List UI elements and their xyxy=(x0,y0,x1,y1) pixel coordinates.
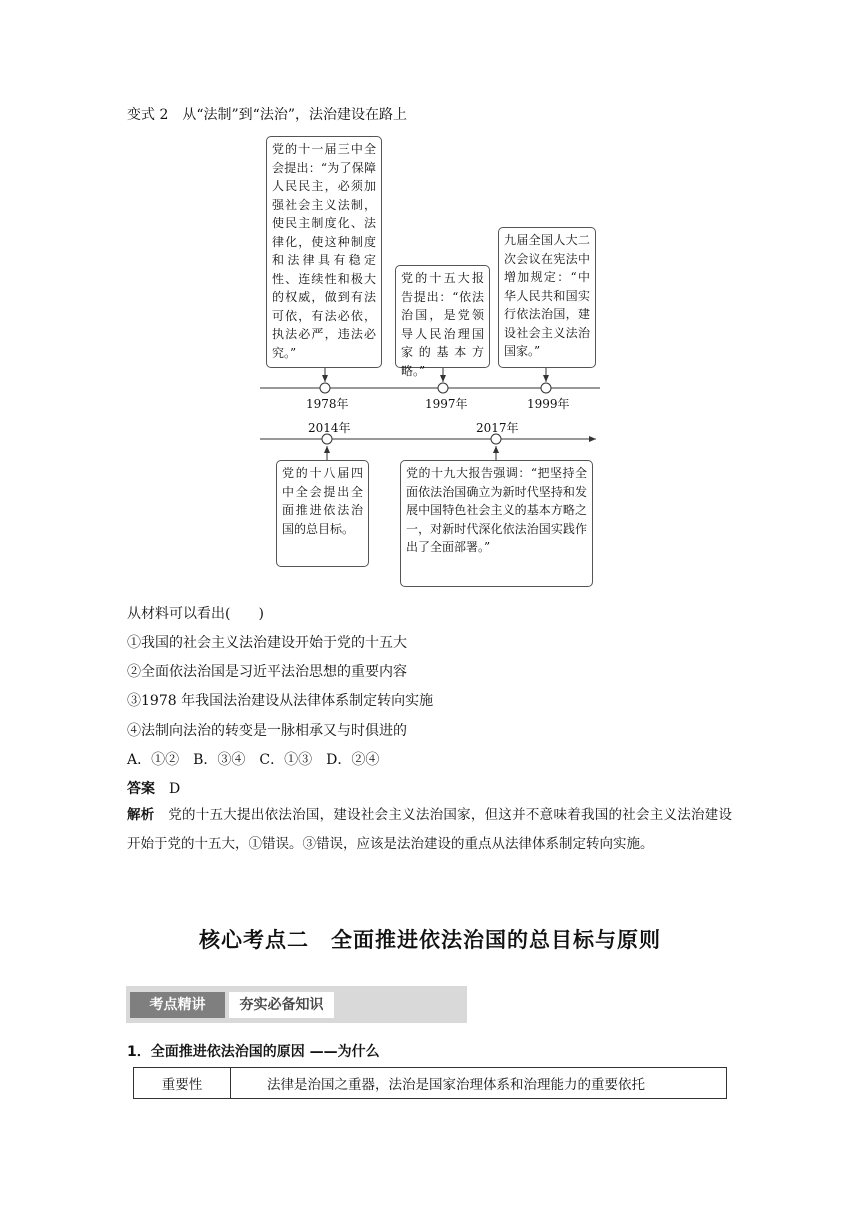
point1-heading: 1．全面推进依法治国的原因 ——为什么 xyxy=(127,1044,380,1060)
timeline-axes xyxy=(0,0,860,600)
year-1997: 1997年 xyxy=(425,397,468,411)
option-2: ②全面依法治国是习近平法治思想的重要内容 xyxy=(127,664,407,680)
table-row xyxy=(134,1068,727,1099)
analysis-paragraph xyxy=(127,801,732,859)
timeline-box-1978: 党的十一届三中全会提出：“为了保障人民民主，必须加强社会主义法制，使民主制度化、法律化，使这种制度和法律具有稳定性、连续性和极大的权威，做到有法可依，有法必依，执法必严，违法必究。” xyxy=(266,136,382,368)
year-2017: 2017年 xyxy=(476,421,519,435)
year-1978: 1978年 xyxy=(306,397,349,411)
section-title: 核心考点二 全面推进依法治国的总目标与原则 xyxy=(199,928,661,952)
table-row-label: 重要性 xyxy=(134,1068,231,1099)
table-row-content: 法律是治国之重器，法治是国家治理体系和治理能力的重要依托 xyxy=(231,1068,727,1099)
timeline-box-1999: 九届全国人大二次会议在宪法中增加规定：“中华人民共和国实行依法治国，建设社会主义法治国家。” xyxy=(498,227,596,368)
question-stem: 从材料可以看出( ) xyxy=(127,606,264,622)
answer-value: D xyxy=(169,781,181,797)
variant-title: 变式 2 从“法制”到“法治”，法治建设在路上 xyxy=(127,107,407,123)
reasons-table xyxy=(133,1067,727,1099)
answer-line xyxy=(127,778,180,798)
banner-dark-label: 考点精讲 xyxy=(130,992,225,1018)
option-3: ③1978 年我国法治建设从法律体系制定转向实施 xyxy=(127,693,434,709)
answer-label: 答案 xyxy=(127,781,155,797)
year-1999: 1999年 xyxy=(527,397,570,411)
option-4: ④法制向法治的转变是一脉相承又与时俱进的 xyxy=(127,723,407,739)
analysis-label: 解析 xyxy=(127,807,155,823)
option-1: ①我国的社会主义法治建设开始于党的十五大 xyxy=(127,635,407,651)
banner-light-label: 夯实必备知识 xyxy=(229,992,334,1018)
answer-choices: A．①② B．③④ C．①③ D．②④ xyxy=(127,752,380,768)
timeline-box-1997: 党的十五大报告提出：“依法治国，是党领导人民治理国家的基本方略。” xyxy=(395,265,490,368)
timeline-box-2017: 党的十九大报告强调：“把坚持全面依法治国确立为新时代坚持和发展中国特色社会主义的基本方略之一，对新时代深化依法治国实践作出了全面部署。” xyxy=(400,460,593,587)
year-2014: 2014年 xyxy=(308,421,351,435)
timeline-box-2014: 党的十八届四中全会提出全面推进依法治国的总目标。 xyxy=(276,460,369,567)
analysis-text: 党的十五大提出依法治国，建设社会主义法治国家，但这并不意味着我国的社会主义法治建设开始于党的十五大，①错误。③错误，应该是法治建设的重点从法律体系制定转向实施。 xyxy=(127,807,733,852)
